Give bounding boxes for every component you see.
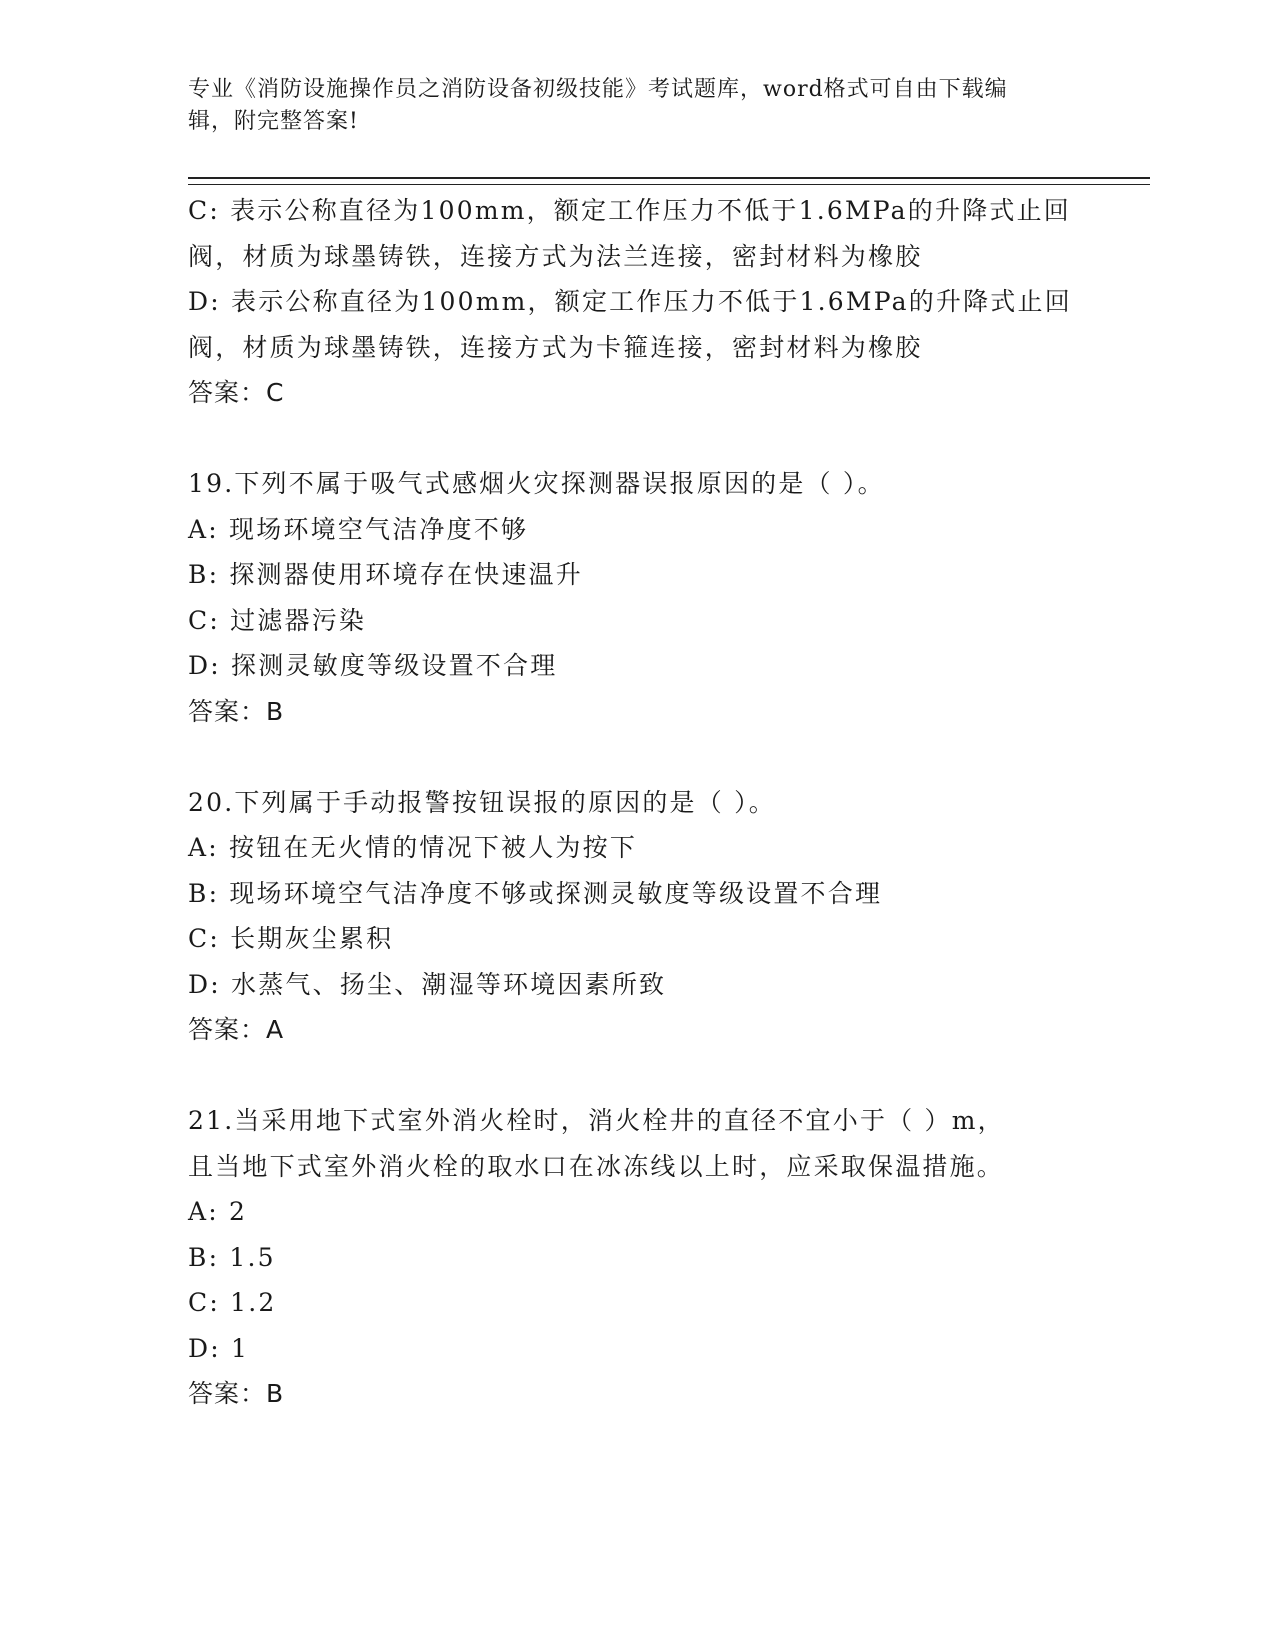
- question-block-19: [188, 461, 1088, 734]
- option-d-line-2: 阀，材质为球墨铸铁，连接方式为卡箍连接，密封材料为橡胶: [188, 332, 923, 362]
- option-a: A: 按钮在无火情的情况下被人为按下: [188, 833, 638, 862]
- header-line-1: 专业《消防设施操作员之消防设备初级技能》考试题库，word格式可自由下载编: [188, 77, 1008, 102]
- option-c-line-1: C: 表示公称直径为100mm，额定工作压力不低于1.6MPa的升降式止回: [188, 196, 1071, 225]
- option-c: C: 过滤器污染: [188, 605, 367, 635]
- option-a: A: 现场环境空气洁净度不够: [188, 514, 529, 544]
- answer-line: 答案：C: [188, 378, 285, 407]
- spacer: [188, 734, 1088, 780]
- answer-line: 答案：B: [188, 696, 285, 726]
- answer-line: 答案：A: [188, 1015, 285, 1044]
- option-d: D: 探测灵敏度等级设置不合理: [188, 651, 558, 680]
- spacer: [188, 1053, 1088, 1099]
- option-c: C: 1.2: [188, 1288, 277, 1317]
- question-block-20: [188, 780, 1088, 1053]
- question-text: 20.下列属于手动报警按钮误报的原因的是（ ）。: [188, 787, 777, 817]
- question-text-line-1: 21.当采用地下式室外消火栓时，消火栓井的直径不宜小于（ ）m，: [188, 1106, 1005, 1135]
- option-b: B: 现场环境空气洁净度不够或探测灵敏度等级设置不合理: [188, 878, 883, 908]
- answer-line: 答案：B: [188, 1379, 285, 1408]
- option-b: B: 1.5: [188, 1242, 276, 1272]
- header-divider-thick: [188, 177, 1150, 179]
- previous-question-block: [188, 188, 1088, 416]
- option-d: D: 1: [188, 1333, 250, 1363]
- spacer: [188, 416, 1088, 462]
- option-c-line-2: 阀，材质为球墨铸铁，连接方式为法兰连接，密封材料为橡胶: [188, 241, 923, 271]
- option-d-line-1: D: 表示公称直径为100mm，额定工作压力不低于1.6MPa的升降式止回: [188, 287, 1072, 316]
- question-text: 19.下列不属于吸气式感烟火灾探测器误报原因的是（ ）。: [188, 469, 885, 498]
- header-divider-thin: [188, 184, 1150, 185]
- question-text-line-2: 且当地下式室外消火栓的取水口在冰冻线以上时，应采取保温措施。: [188, 1151, 1005, 1181]
- question-block-21: [188, 1098, 1088, 1417]
- option-c: C: 长期灰尘累积: [188, 924, 394, 953]
- option-b: B: 探测器使用环境存在快速温升: [188, 560, 583, 589]
- question-content: [188, 188, 1088, 1417]
- option-a: A: 2: [188, 1197, 248, 1226]
- option-d: D: 水蒸气、扬尘、潮湿等环境因素所致: [188, 969, 667, 999]
- header-line-2: 辑，附完整答案!: [188, 109, 359, 134]
- document-header: [188, 74, 1068, 138]
